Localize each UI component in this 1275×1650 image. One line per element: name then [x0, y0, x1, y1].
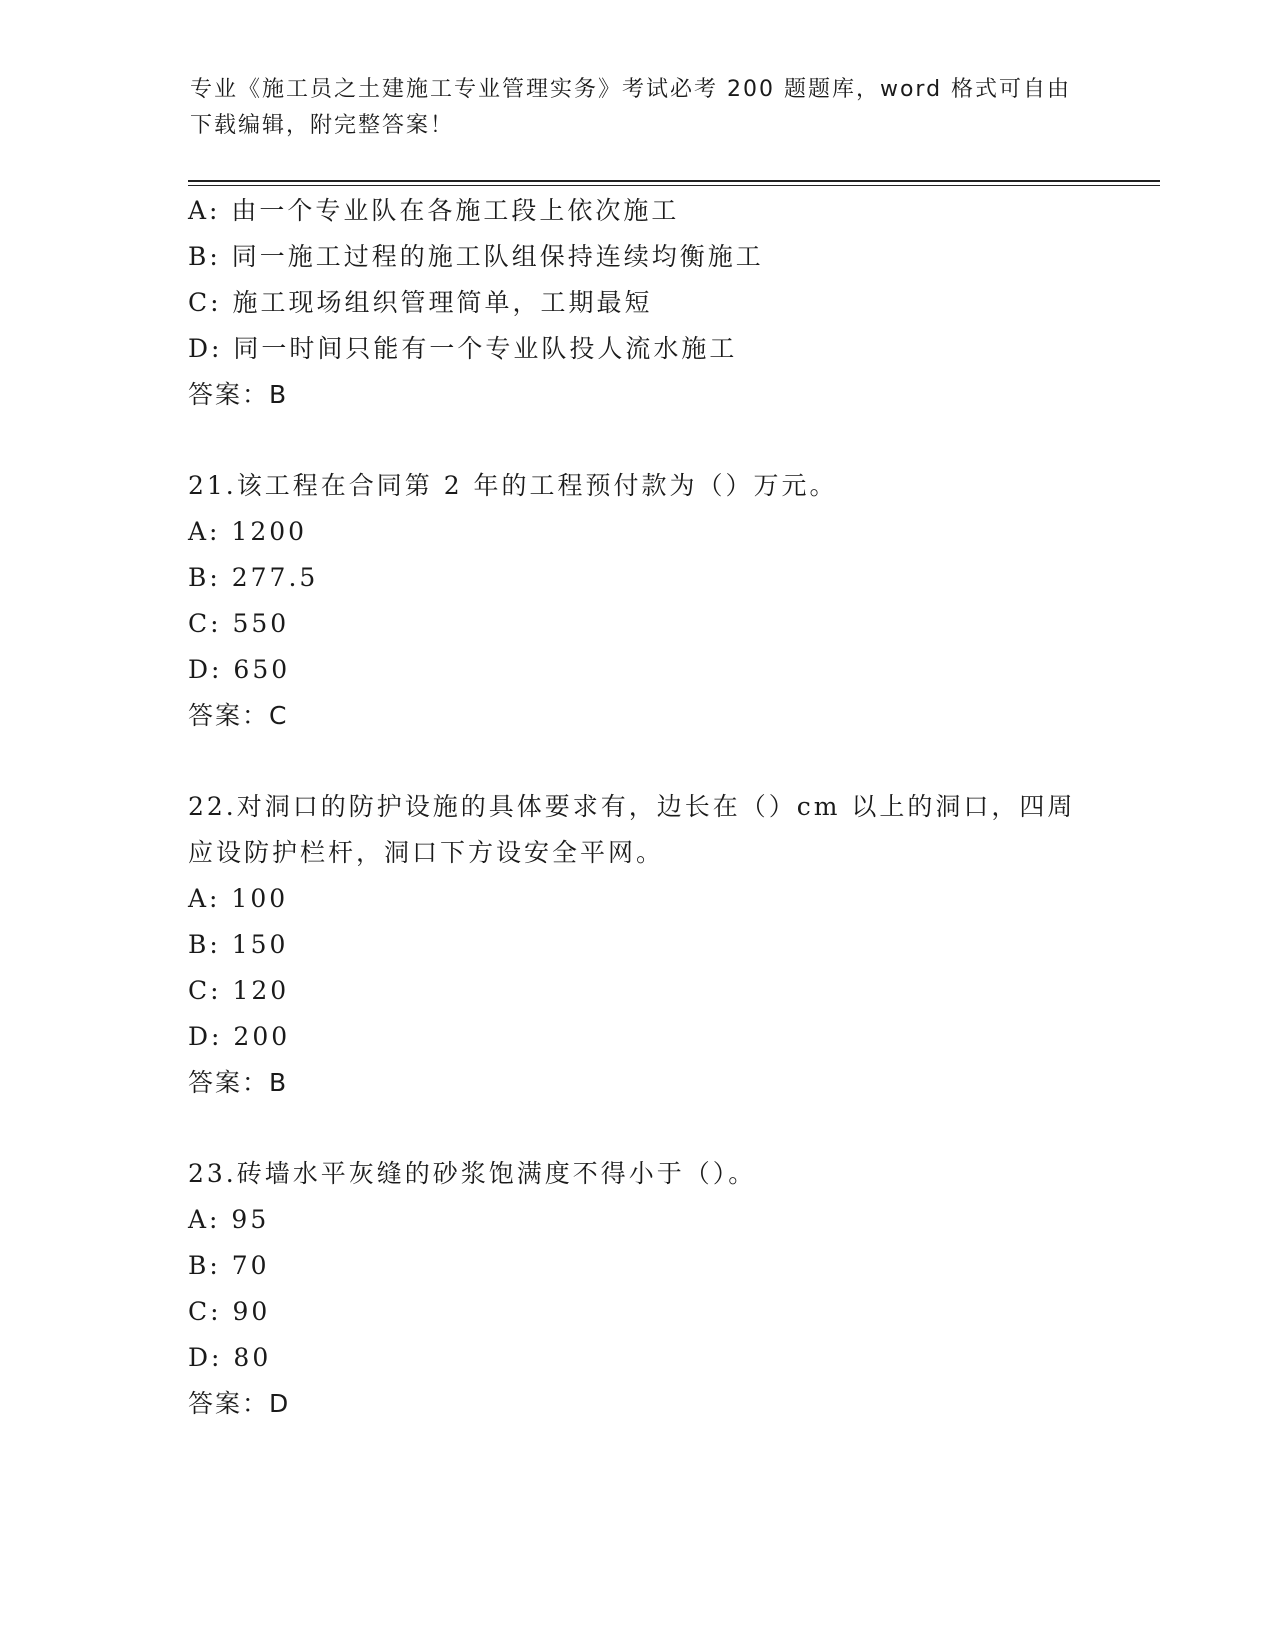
- option-b: B: 同一施工过程的施工队组保持连续均衡施工: [188, 242, 764, 271]
- option-c: C: 550: [188, 609, 290, 638]
- answer-label: 答案：C: [188, 701, 289, 730]
- answer-label: 答案：D: [188, 1389, 291, 1418]
- header-title-line2: 下载编辑，附完整答案！: [190, 113, 455, 138]
- option-a: A: 由一个专业队在各施工段上依次施工: [188, 196, 680, 225]
- document-header: [190, 72, 1080, 144]
- answer-label: 答案：B: [188, 380, 289, 409]
- option-d: D: 80: [188, 1343, 272, 1372]
- option-b: B: 150: [188, 930, 289, 959]
- option-c: C: 施工现场组织管理简单，工期最短: [188, 288, 653, 317]
- answer-label: 答案：B: [188, 1068, 289, 1097]
- option-c: C: 90: [188, 1297, 271, 1326]
- question-title: 22.对洞口的防护设施的具体要求有，边长在（）cm 以上的洞口，四周应设防护栏杆，洞口下方设安全平网。: [188, 792, 1076, 867]
- option-b: B: 277.5: [188, 563, 319, 592]
- option-a: A: 95: [188, 1205, 270, 1234]
- option-d: D: 200: [188, 1022, 291, 1051]
- question-title: 23.砖墙水平灰缝的砂浆饱满度不得小于（）。: [188, 1159, 757, 1188]
- question-block-22: [188, 784, 1088, 1106]
- question-title: 21.该工程在合同第 2 年的工程预付款为（）万元。: [188, 471, 838, 500]
- option-d: D: 650: [188, 655, 291, 684]
- option-d: D: 同一时间只能有一个专业队投人流水施工: [188, 334, 738, 363]
- question-block-20: [188, 188, 1088, 418]
- option-b: B: 70: [188, 1251, 270, 1280]
- question-block-23: [188, 1151, 1088, 1427]
- header-title-line1: 专业《施工员之土建施工专业管理实务》考试必考 200 题题库，word 格式可自由: [190, 77, 1072, 102]
- option-a: A: 100: [188, 884, 289, 913]
- question-block-21: [188, 463, 1088, 739]
- option-c: C: 120: [188, 976, 290, 1005]
- option-a: A: 1200: [188, 517, 308, 546]
- header-divider: [188, 180, 1160, 186]
- question-list: [188, 188, 1088, 1427]
